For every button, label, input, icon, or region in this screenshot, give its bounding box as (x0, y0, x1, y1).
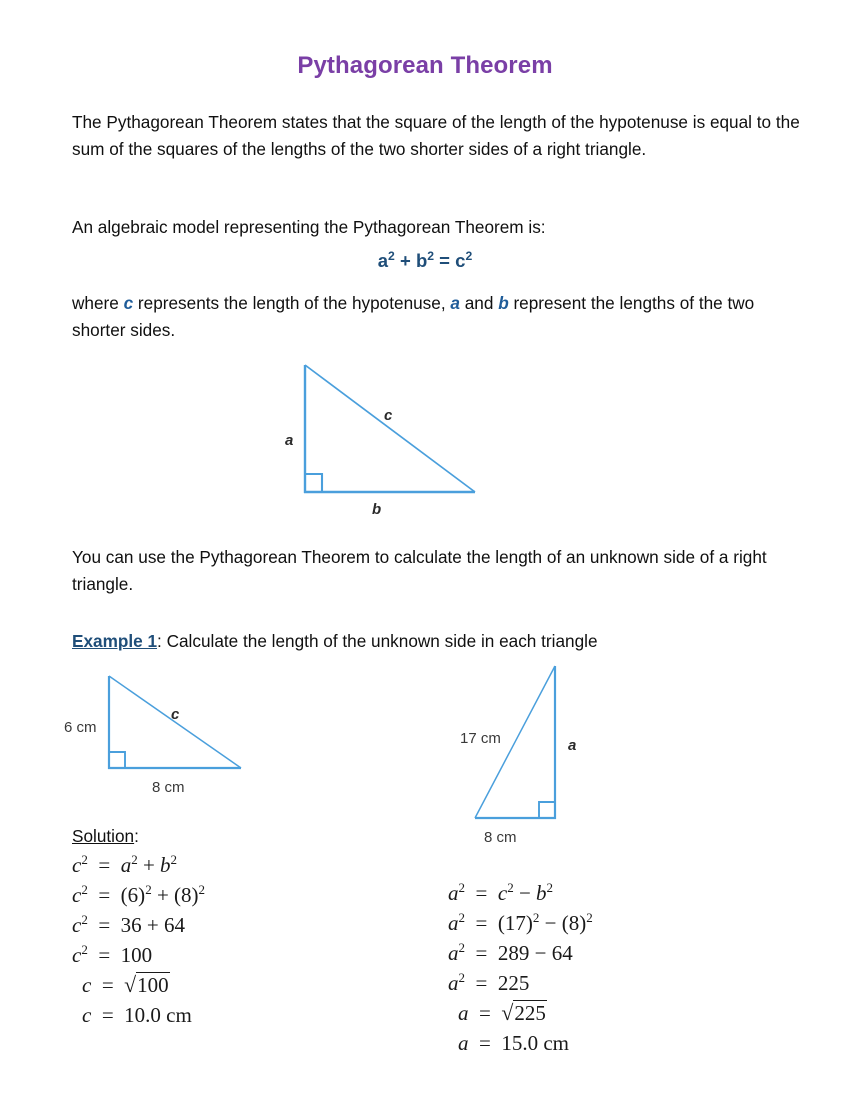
diagram-triangle-17-8-a (440, 655, 650, 845)
formula-c: c (455, 250, 466, 271)
equation-line: $a^2 = 289 - 64$ (448, 940, 573, 965)
label-c: c (171, 706, 180, 723)
triangle-6-8-c-svg (58, 662, 288, 807)
paragraph-theorem-statement: The Pythagorean Theorem states that the square of the length of the hypotenuse is equal to the sum of the squares of the lengths of the two shorter sides of a right triangle. (72, 112, 800, 159)
legend-text-2: represents the length of the hypotenuse, (133, 293, 451, 313)
legend-text-3: and (459, 293, 499, 313)
legend-text-1: where (72, 293, 124, 313)
label-side-a: a (285, 432, 294, 449)
solution-heading (72, 826, 139, 847)
equation-line: c = 10.0 cm (82, 1003, 192, 1027)
paragraph-variable-legend (72, 290, 802, 344)
equation-line: $a^2 = c^2 - b^2$ (448, 880, 554, 905)
page-title: Pythagorean Theorem (297, 52, 553, 79)
label-6cm: 6 cm (64, 719, 97, 736)
legend-var-b: b (498, 293, 509, 313)
generic-triangle-svg (262, 352, 502, 517)
formula-plus: + (394, 250, 416, 271)
solution-colon: : (134, 826, 139, 846)
right-angle-marker-icon (109, 752, 125, 768)
example-heading (72, 628, 802, 655)
solution-equations-left (72, 850, 205, 1030)
formula-a-exponent: 2 (388, 248, 395, 263)
equation-line: a = √225 (458, 1001, 546, 1025)
solution-equations-right (448, 878, 593, 1058)
equation-line: $c^2 = a^2 + b^2$ (72, 852, 178, 877)
label-8cm: 8 cm (484, 829, 517, 845)
diagram-generic-right-triangle (262, 352, 502, 517)
formula-c-exponent: 2 (465, 248, 473, 263)
label-side-c: c (384, 407, 393, 424)
label-a: a (568, 737, 577, 754)
formula-a: a (377, 250, 389, 271)
formula-pythagorean (0, 250, 850, 272)
equation-line: $c^2 = (6)^2 + (8)^2$ (72, 882, 206, 907)
right-angle-marker-icon (305, 474, 322, 492)
triangle-hypotenuse (305, 365, 475, 492)
right-angle-marker-icon (539, 802, 555, 818)
solution-word: Solution (72, 826, 135, 846)
paragraph-usage: You can use the Pythagorean Theorem to calculate the length of an unknown side of a right triangle. (72, 547, 767, 594)
paragraph-model-intro: An algebraic model representing the Pythagorean Theorem is: (72, 217, 546, 237)
label-8cm: 8 cm (152, 779, 185, 796)
label-side-b: b (372, 501, 382, 517)
formula-b: b (415, 250, 428, 271)
formula-equals: = (434, 250, 456, 271)
formula-b-exponent: 2 (427, 248, 435, 263)
equation-line: a = 15.0 cm (458, 1031, 569, 1055)
equation-line: $a^2 = 225$ (448, 970, 530, 995)
equation-line: $c^2 = 36 + 64$ (72, 912, 186, 937)
legend-var-a: a (450, 293, 460, 313)
example-instruction: : Calculate the length of the unknown side in each triangle (157, 631, 598, 651)
legend-text-4: represent the lengths of the two shorter sides. (72, 293, 755, 340)
legend-var-c: c (123, 293, 134, 313)
equation-line: $a^2 = (17)^2 - (8)^2$ (448, 910, 593, 935)
equation-line: c = √100 (82, 973, 169, 997)
equation-line: $c^2 = 100$ (72, 942, 153, 967)
example-label: Example 1 (72, 631, 158, 651)
diagram-triangle-6-8-c (58, 662, 288, 807)
triangle-17-8-a-svg (440, 655, 650, 845)
label-17cm: 17 cm (460, 730, 501, 747)
